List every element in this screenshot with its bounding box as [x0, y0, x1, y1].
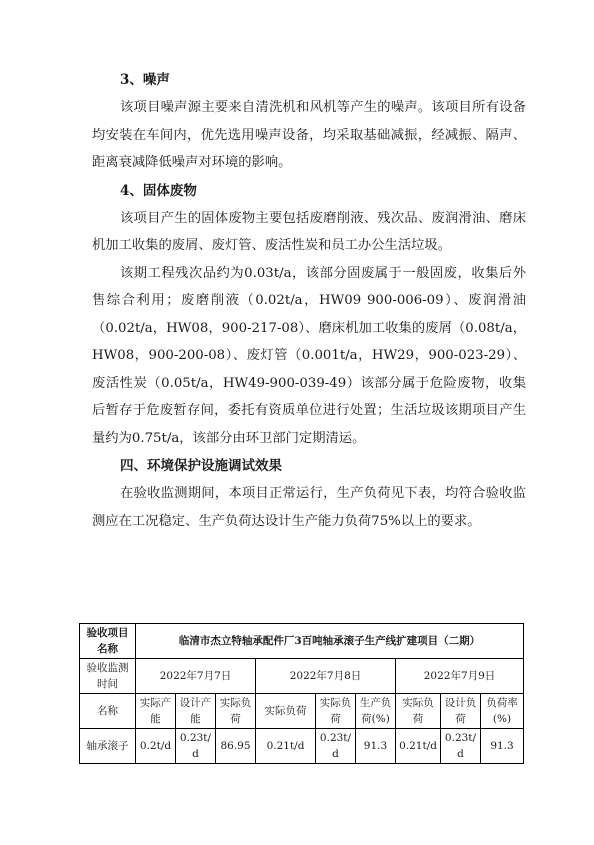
document-body [92, 66, 526, 535]
col-header: 实际产能 [136, 694, 176, 729]
name-label-cell: 名称 [80, 694, 136, 729]
table-row-project [80, 624, 524, 659]
table-cell: 0.23t/d [176, 729, 216, 764]
env-protection-paragraph: 在验收监测期间，本项目正常运行，生产负荷见下表，均符合验收监测应在工况稳定、生产负荷达设计生产能力负荷75%以上的要求。 [92, 486, 526, 529]
table-cell: 0.23t/d [316, 729, 356, 764]
table-cell: 0.21t/d [256, 729, 316, 764]
col-header: 实际负荷 [256, 694, 316, 729]
table-cell: 91.3 [356, 729, 396, 764]
table-row-dates [80, 659, 524, 694]
table-cell: 0.23t/d [441, 729, 481, 764]
noise-paragraph: 该项目噪声源主要来自清洗机和风机等产生的噪声。该项目所有设备均安装在车间内，优先选用噪声设备，均采取基础减振，经减振、隔声、距离衰减降低噪声对环境的影响。 [92, 100, 526, 170]
col-header: 实际负荷 [316, 694, 356, 729]
date-cell-2: 2022年7月8日 [256, 659, 396, 694]
solid-waste-paragraph-2: 该期工程残次品约为0.03t/a，该部分固废属于一般固废，收集后外售综合利用；废磨削液（0.02t/a，HW09 900-006-09）、废润滑油（0.02t/a，HW08，900-217-08）、磨床机加工收集的废屑（0.08t/a，HW08，900-200-08）、废灯管（0.001t/a，HW29，900-023-29）、废活性炭（0.05t/a，HW49-900-039-49）该部分属于危险废物，收集后暂存于危废暂存间，委托有资质单位进行处置；生活垃圾该期项目产生量约为0.75t/a，该部分由环卫部门定期清运。 [92, 265, 526, 446]
table-cell: 0.2t/d [136, 729, 176, 764]
table-row [80, 729, 524, 764]
col-header: 设计产能 [176, 694, 216, 729]
table-cell: 91.3 [481, 729, 524, 764]
col-header: 实际负荷 [216, 694, 256, 729]
row-name-cell: 轴承滚子 [80, 729, 136, 764]
time-label-cell: 验收监测时间 [80, 659, 136, 694]
project-label-cell: 验收项目名称 [80, 624, 136, 659]
solid-waste-heading: 4、固体废物 [120, 182, 197, 199]
col-header: 设计负荷 [441, 694, 481, 729]
project-name-cell: 临清市杰立特轴承配件厂3百吨轴承滚子生产线扩建项目（二期） [136, 624, 524, 659]
date-cell-3: 2022年7月9日 [396, 659, 524, 694]
col-header: 生产负荷(%) [356, 694, 396, 729]
date-cell-1: 2022年7月7日 [136, 659, 256, 694]
env-protection-heading: 四、环境保护设施调试效果 [120, 458, 282, 474]
production-load-table [79, 623, 524, 764]
table-row-headers [80, 694, 524, 729]
solid-waste-paragraph-1: 该项目产生的固体废物主要包括废磨削液、残次品、废润滑油、磨床机加工收集的废屑、废灯管、废活性炭和员工办公生活垃圾。 [92, 210, 526, 253]
table-cell: 86.95 [216, 729, 256, 764]
col-header: 负荷率(%) [481, 694, 524, 729]
noise-heading: 3、噪声 [120, 72, 170, 88]
col-header: 实际负荷 [396, 694, 441, 729]
table-cell: 0.21t/d [396, 729, 441, 764]
